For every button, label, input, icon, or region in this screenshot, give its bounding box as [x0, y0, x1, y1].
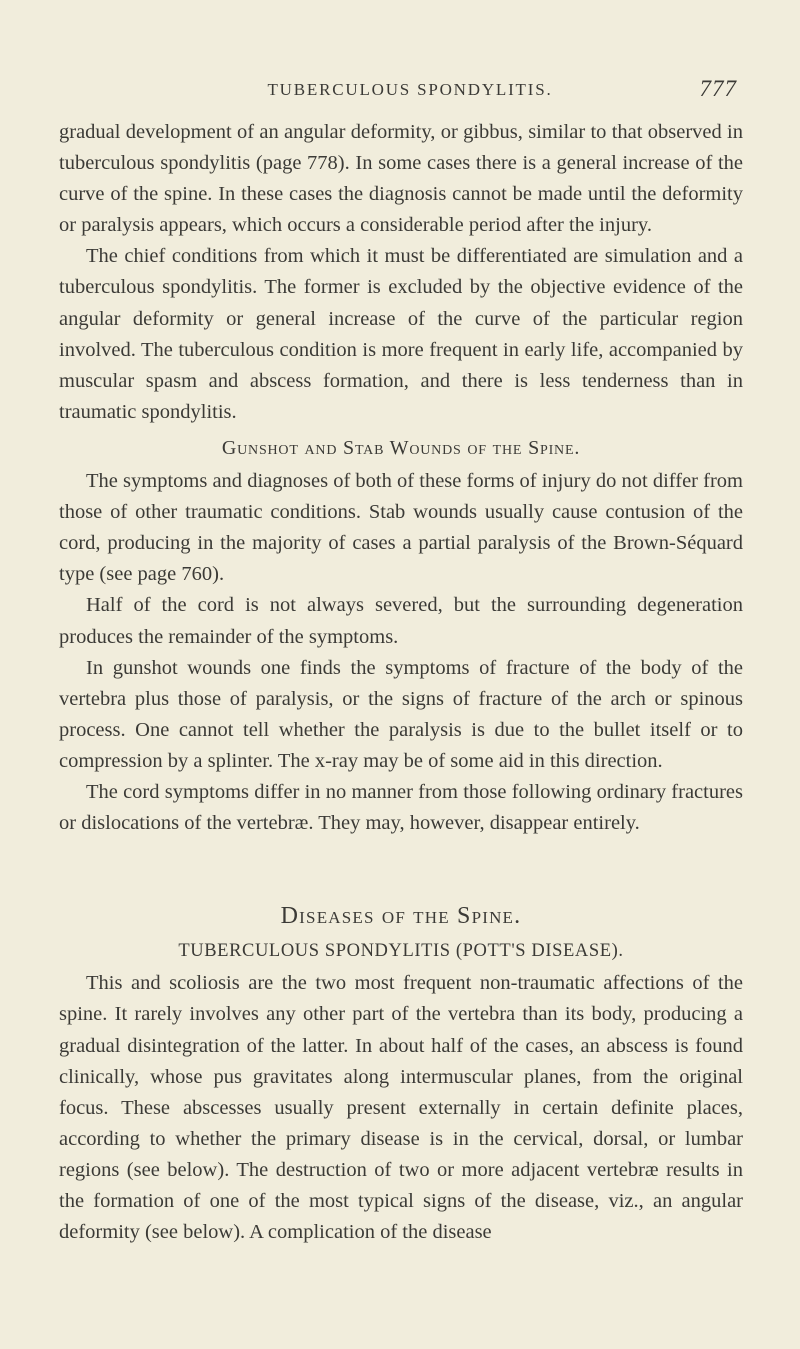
section-heading-gunshot-stab-wounds: Gunshot and Stab Wounds of the Spine.	[221, 436, 581, 459]
subheading-tuberculous-spondylitis: TUBERCULOUS SPONDYLITIS (POTT'S DISEASE).	[178, 941, 624, 962]
paragraph-differential-diagnosis: The chief conditions from which it must be differentiated are simulation and a tuberculous spondylitis. The former is excluded by the objective evidence of the angular deformity or general increase of the curve of the particular region involved. The tuberculous condition is more frequent in early life, accompanied by muscular spasm and abscess formation, and there is less tenderness than in traumatic spondylitis.	[59, 245, 743, 423]
paragraph-stab-wounds: The symptoms and diagnoses of both of these forms of injury do not differ from those of other traumatic conditions. Stab wounds usually cause contusion of the cord, producing in the majority of cases a partial paralysis of the Brown-Séquard type (see page 760).	[59, 470, 743, 586]
page-number: 777	[699, 76, 737, 101]
paragraph-cord-symptoms: The cord symptoms differ in no manner from those following ordinary fractures or dislocations of the vertebræ. They may, however, disappear entirely.	[59, 780, 743, 835]
paragraph-cord-severed: Half of the cord is not always severed, but the surrounding degeneration produces the remainder of the symptoms.	[59, 594, 743, 648]
paragraph-continuation: gradual development of an angular deformity, or gibbus, similar to that observed in tuberculous spondylitis (page 778). In some cases there is a general increase of the curve of the spine. In these cases the diagnosis cannot be made until the deformity or paralysis appears, which occurs a considerable period after the injury.	[59, 121, 743, 237]
paragraph-gunshot-wounds: In gunshot wounds one finds the symptoms of fracture of the body of the vertebra plus those of paralysis, or the signs of fracture of the arch or spinous process. One cannot tell whether the paralysis is due to the bullet itself or to compression by a splinter. The x-ray may be of some aid in this direction.	[59, 656, 743, 772]
chapter-heading-diseases-of-spine: Diseases of the Spine.	[280, 903, 522, 930]
body-text	[59, 117, 743, 1248]
running-head	[59, 76, 741, 106]
paragraph-tuberculous-spondylitis: This and scoliosis are the two most frequent non-traumatic affections of the spine. It rarely involves any other part of the vertebra than its body, producing a gradual disintegration of the latter. In about half of the cases, an abscess is found clinically, whose pus gravitates along intermuscular planes, from the original focus. These abscesses usually present externally in certain definite places, according to whether the primary disease is in the cervical, dorsal, or lumbar regions (see below). The destruction of two or more adjacent vertebræ results in the formation of one of the most typical signs of the disease, viz., an angular deformity (see below). A complication of the disease	[59, 972, 743, 1244]
running-title: TUBERCULOUS SPONDYLITIS.	[267, 80, 553, 99]
